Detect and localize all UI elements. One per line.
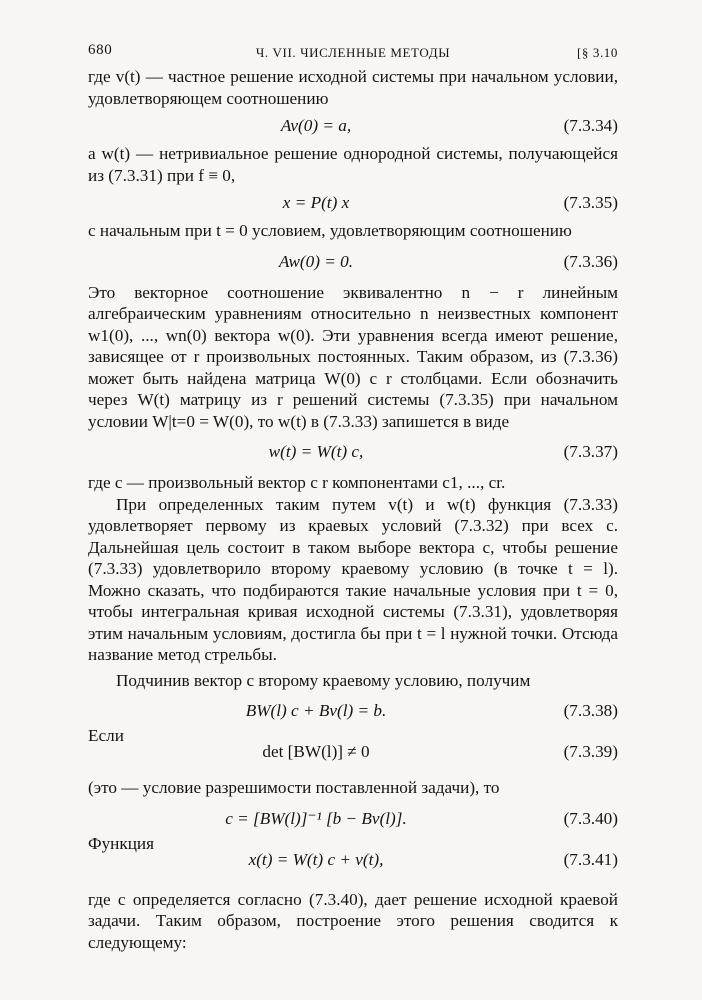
- equation-number: (7.3.38): [563, 701, 618, 720]
- equation-expression: x = P(t) x: [282, 193, 350, 212]
- paragraph-7: Подчинив вектор c второму краевому условию, получим: [116, 670, 531, 690]
- equation-expression: BW(l) c + Bv(l) = b.: [245, 701, 387, 720]
- equation-number: (7.3.34): [563, 116, 618, 135]
- page: [88, 40, 618, 953]
- chapter-title: Ч. VII. ЧИСЛЕННЫЕ МЕТОДЫ: [255, 45, 451, 60]
- equation-7-3-38: [88, 700, 618, 722]
- equation-expression: Av(0) = a,: [280, 116, 352, 135]
- equation-lead-text: Если: [88, 726, 124, 745]
- equation-7-3-39: [88, 725, 618, 763]
- running-header: [88, 40, 618, 66]
- equation-expression: x(t) = W(t) c + v(t),: [248, 849, 384, 869]
- paragraph-9: (это — условие разрешимости поставленной задачи), то: [88, 778, 500, 797]
- equation-7-3-41: [88, 833, 618, 871]
- paragraph-1: где v(t) — частное решение исходной системы при начальном условии, удовлетворяющем соотношению: [88, 67, 618, 108]
- equation-expression: Aw(0) = 0.: [278, 251, 354, 271]
- paragraph-3: с начальным при t = 0 условием, удовлетворяющим соотношению: [88, 221, 572, 240]
- equation-7-3-40: [88, 808, 618, 830]
- equation-expression: w(t) = W(t) c,: [268, 442, 364, 461]
- equation-number: (7.3.39): [563, 742, 618, 761]
- equation-number: (7.3.41): [563, 849, 618, 869]
- equation-7-3-35: [88, 192, 618, 214]
- page-number: 680: [88, 42, 113, 58]
- paragraph-6: При определенных таким путем v(t) и w(t) функция (7.3.33) удовлетворяет первому из краевых условий (7.3.32) при всех c. Дальнейшая цель состоит в таком выборе вектора c, чтобы решение (7.3.33) удовлетворило второму краевому условию (в точке t = l). Можно сказать, что подбираются такие начальные условия при t = 0, чтобы интегральная кривая исходной системы (7.3.31), удовлетворяя этим начальным условиям, достигла бы при t = l нужной точки. Отсюда название метод стрельбы.: [88, 494, 618, 664]
- equation-number: (7.3.35): [563, 193, 618, 212]
- section-label: [§ 3.10: [576, 45, 618, 60]
- paragraph-2: а w(t) — нетривиальное решение однородной системы, получающейся из (7.3.31) при f ≡ 0,: [88, 144, 618, 185]
- equation-7-3-36: [88, 251, 618, 273]
- equation-lead-text: Функция: [88, 833, 155, 853]
- equation-number: (7.3.37): [563, 442, 618, 461]
- paragraph-4: Это векторное соотношение эквивалентно n − r линейным алгебраическим уравнениям относительно n неизвестных компонент w1(0), ..., wn(0) вектора w(0). Эти уравнения всегда имеют решение, зависящее от r произвольных постоянных. Таким образом, из (7.3.36) может быть найдена матрица W(0) с r столбцами. Если обозначить через W(t) матрицу из r решений системы (7.3.35) при начальном условии W|t=0 = W(0), то w(t) в (7.3.33) запишется в виде: [88, 282, 618, 431]
- equation-7-3-37: [88, 441, 618, 463]
- equation-number: (7.3.36): [563, 251, 618, 271]
- paragraph-5: где c — произвольный вектор с r компонентами c1, ..., cr.: [88, 473, 506, 492]
- equation-expression: det [BW(l)] ≠ 0: [262, 742, 370, 761]
- paragraph-11: где c определяется согласно (7.3.40), дает решение исходной краевой задачи. Таким образом, построение этого решения сводится к следующему:: [88, 889, 618, 952]
- equation-expression: c = [BW(l)]⁻¹ [b − Bv(l)].: [225, 808, 407, 828]
- equation-7-3-34: [88, 115, 618, 137]
- equation-number: (7.3.40): [563, 808, 618, 828]
